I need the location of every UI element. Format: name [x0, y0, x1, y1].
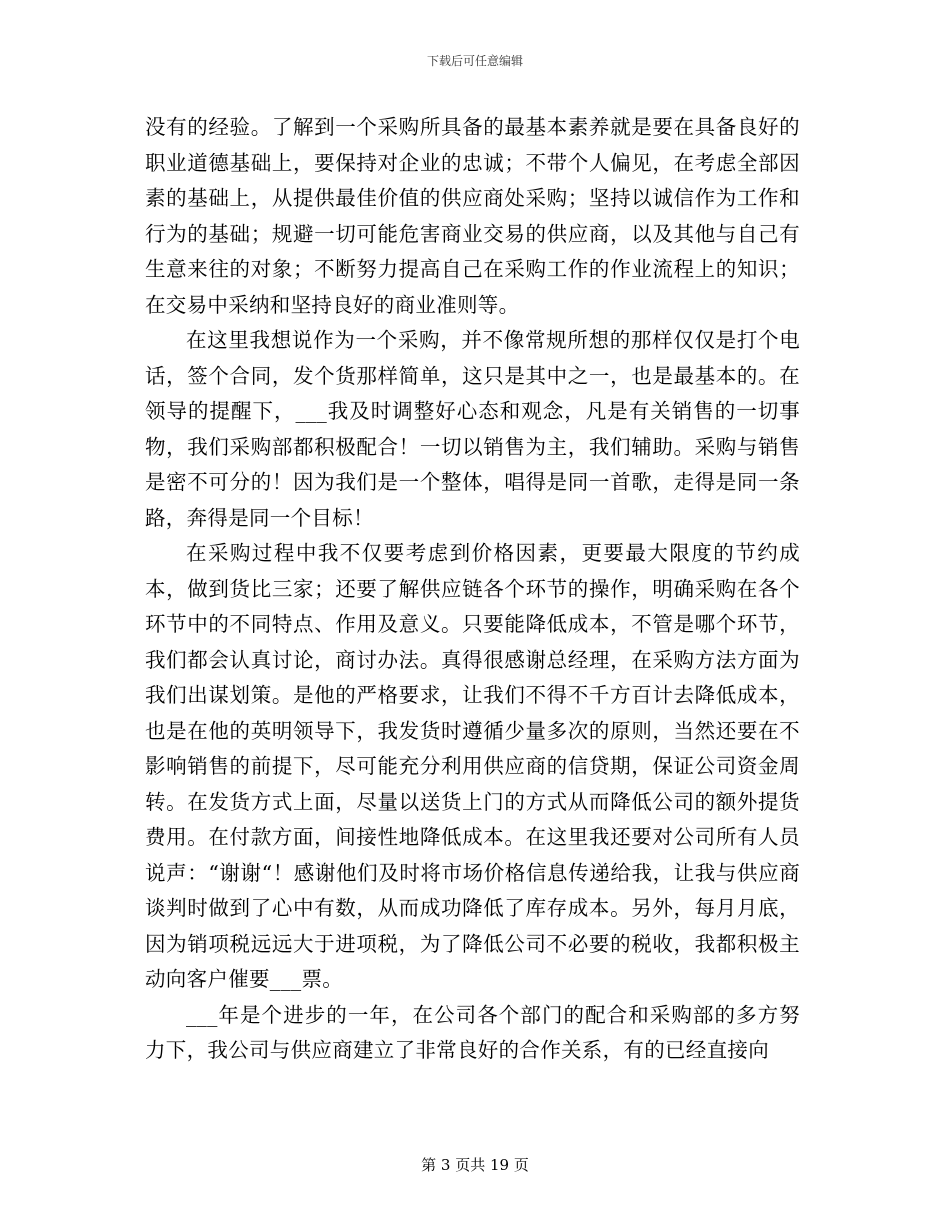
paragraph: 在采购过程中我不仅要考虑到价格因素，更要最大限度的节约成本，做到货比三家；还要了解供应链各个环节的操作，明确采购在各个环节中的不同特点、作用及意义。只要能降低成本，不管是哪个环节，我们都会认真讨论，商讨办法。真得很感谢总经理，在采购方法方面为我们出谋划策。是他的严格要求，让我们不得不千方百计去降低成本，也是在他的英明领导下，我发货时遵循少量多次的原则，当然还要在不影响销售的前提下，尽可能充分利用供应商的信贷期，保证公司资金周转。在发货方式上面，尽量以送货上门的方式从而降低公司的额外提货费用。在付款方面，间接性地降低成本。在这里我还要对公司所有人员说声：“谢谢“！感谢他们及时将市场价格信息传递给我，让我与供应商谈判时做到了心中有数，从而成功降低了库存成本。另外，每月月底，因为销项税远远大于进项税，为了降低公司不必要的税收，我都积极主动向客户催要___票。 [145, 541, 800, 991]
document-body [145, 110, 800, 1069]
page-header: 下载后可任意编辑 [426, 54, 523, 68]
page-number: 第 3 页共 19 页 [421, 1156, 529, 1174]
paragraph: 在这里我想说作为一个采购，并不像常规所想的那样仅仅是打个电话，签个合同，发个货那样简单，这只是其中之一，也是最基本的。在领导的提醒下，___我及时调整好心态和观念，凡是有关销售的一切事物，我们采购部都积极配合！一切以销售为主，我们辅助。采购与销售是密不可分的！因为我们是一个整体，唱得是同一首歌，走得是同一条路，奔得是同一个目标！ [145, 328, 800, 530]
paragraph-continuation: 没有的经验。了解到一个采购所具备的最基本素养就是要在具备良好的职业道德基础上，要保持对企业的忠诚；不带个人偏见，在考虑全部因素的基础上，从提供最佳价值的供应商处采购；坚持以诚信作为工作和行为的基础；规避一切可能危害商业交易的供应商，以及其他与自己有生意来往的对象；不断努力提高自己在采购工作的作业流程上的知识；在交易中采纳和坚持良好的商业准则等。 [145, 115, 800, 317]
paragraph: ___年是个进步的一年，在公司各个部门的配合和采购部的多方努力下，我公司与供应商建立了非常良好的合作关系，有的已经直接向 [145, 1002, 800, 1062]
